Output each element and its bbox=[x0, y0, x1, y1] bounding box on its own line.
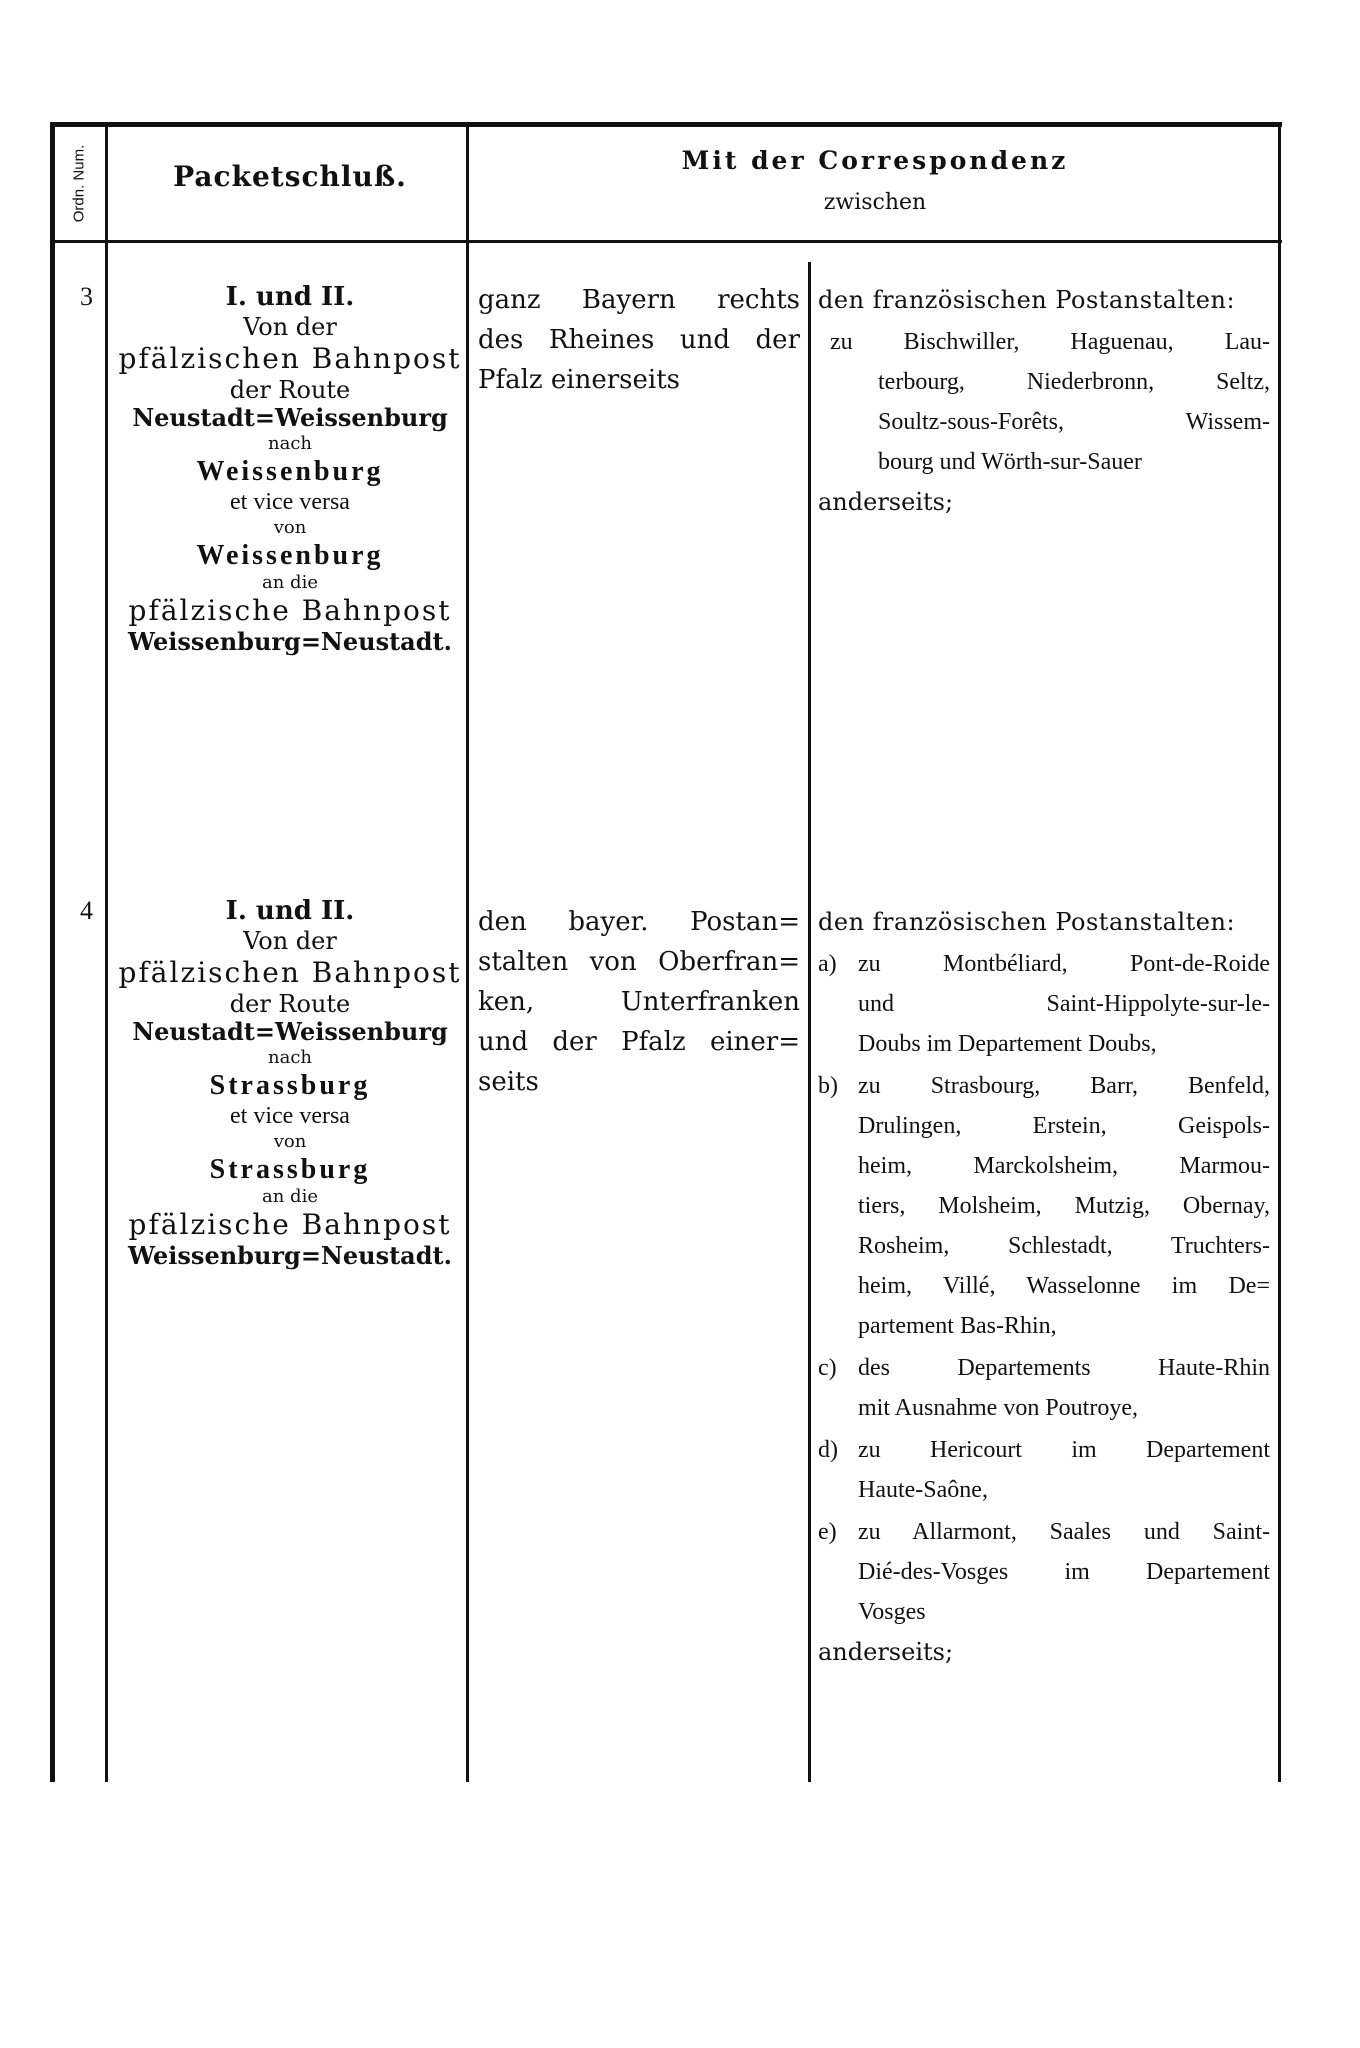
entry-marker: e) bbox=[818, 1519, 837, 1545]
pack-line: I. und II. bbox=[225, 282, 355, 312]
entry-marker: a) bbox=[818, 951, 837, 977]
pack-line: von bbox=[273, 1131, 307, 1153]
pack-line: et vice versa bbox=[230, 489, 350, 516]
pack-line: nach bbox=[268, 1047, 312, 1069]
entry-line: partement Bas-Rhin, bbox=[858, 1313, 1057, 1339]
packet-description bbox=[112, 896, 468, 1270]
table-left-border bbox=[50, 122, 55, 1782]
middle-line: ken, Unterfranken bbox=[478, 987, 800, 1017]
pack-line: an die bbox=[262, 1186, 318, 1208]
pack-line: der Route bbox=[229, 375, 351, 404]
pack-line: Neustadt=Weissenburg bbox=[132, 1017, 448, 1047]
entry-marker: d) bbox=[818, 1437, 838, 1463]
middle-line: Pfalz einerseits bbox=[478, 365, 680, 395]
entry-line: terbourg, Niederbronn, Seltz, bbox=[878, 369, 1270, 395]
col-rule-3 bbox=[808, 262, 811, 1782]
pack-line: der Route bbox=[229, 989, 351, 1018]
header-number-label: Ordn. Num. bbox=[70, 144, 88, 222]
entry-line: Soultz-sous-Forêts, Wissem- bbox=[878, 409, 1270, 435]
middle-line: den bayer. Postan= bbox=[478, 907, 800, 937]
entry-line: zu Allarmont, Saales und Saint- bbox=[858, 1519, 1270, 1545]
pack-line: pfälzische Bahnpost bbox=[128, 1207, 452, 1241]
packet-description bbox=[112, 282, 468, 656]
pack-line: Von der bbox=[243, 313, 337, 342]
entry-line: zu Strasbourg, Barr, Benfeld, bbox=[858, 1073, 1270, 1099]
destination-tail: anderseits; bbox=[818, 1638, 954, 1666]
middle-line: stalten von Oberfran= bbox=[478, 947, 800, 977]
middle-line: und der Pfalz einer= bbox=[478, 1027, 800, 1057]
entry-line: zu Bischwiller, Haguenau, Lau- bbox=[830, 329, 1270, 355]
pack-line: Neustadt=Weissenburg bbox=[132, 403, 448, 433]
pack-line: Weissenburg=Neustadt. bbox=[128, 626, 452, 656]
entry-line: zu Hericourt im Departement bbox=[858, 1437, 1270, 1463]
header-correspondence-subtitle: zwischen bbox=[823, 190, 927, 215]
col-rule-1 bbox=[105, 122, 108, 1782]
pack-line: von bbox=[273, 517, 307, 539]
entry-line: des Departements Haute-Rhin bbox=[858, 1355, 1270, 1381]
correspondence-destination bbox=[818, 280, 1270, 522]
entry-line: Rosheim, Schlestadt, Truchters- bbox=[858, 1233, 1270, 1259]
destination-entry-b bbox=[818, 1066, 1270, 1346]
entry-line: zu Montbéliard, Pont-de-Roide bbox=[858, 951, 1270, 977]
pack-line: pfälzischen Bahnpost bbox=[118, 955, 462, 989]
header-number-column bbox=[54, 128, 104, 238]
entry-line: Haute-Saône, bbox=[858, 1477, 988, 1503]
pack-line: Weissenburg bbox=[196, 539, 384, 571]
pack-line: nach bbox=[268, 433, 312, 455]
destination-tail: anderseits; bbox=[818, 488, 954, 516]
correspondence-origin bbox=[478, 280, 800, 400]
pack-line: Weissenburg bbox=[196, 455, 384, 487]
header-bottom-rule bbox=[50, 240, 1282, 243]
middle-line: seits bbox=[478, 1067, 539, 1097]
entry-line: heim, Villé, Wasselonne im De= bbox=[858, 1273, 1270, 1299]
pack-line: an die bbox=[262, 572, 318, 594]
row-number: 3 bbox=[80, 282, 93, 311]
destination-entry-c bbox=[818, 1348, 1270, 1428]
destination-entry-e bbox=[818, 1512, 1270, 1632]
correspondence-destination bbox=[818, 902, 1270, 1672]
destination-entry-d bbox=[818, 1430, 1270, 1510]
entry-line: bourg und Wörth-sur-Sauer bbox=[878, 449, 1142, 475]
entry-line: Dié-des-Vosges im Departement bbox=[858, 1559, 1270, 1585]
destination-entry-a bbox=[818, 944, 1270, 1064]
header-correspondence-title: Mit der Correspondenz bbox=[681, 146, 1069, 175]
table-right-border bbox=[1278, 122, 1281, 1782]
pack-line: Strassburg bbox=[209, 1069, 371, 1101]
pack-line: Strassburg bbox=[209, 1153, 371, 1185]
entry-line: und Saint-Hippolyte-sur-le- bbox=[858, 991, 1270, 1017]
pack-line: Weissenburg=Neustadt. bbox=[128, 1240, 452, 1270]
destination-intro: den französischen Postanstalten: bbox=[818, 286, 1236, 314]
entry-line: Doubs im Departement Doubs, bbox=[858, 1031, 1157, 1057]
entry-marker: b) bbox=[818, 1073, 838, 1099]
pack-line: et vice versa bbox=[230, 1103, 350, 1130]
header-packet-column: Packetschluß. bbox=[173, 160, 407, 193]
entry-line: mit Ausnahme von Poutroye, bbox=[858, 1395, 1138, 1421]
pack-line: pfälzische Bahnpost bbox=[128, 593, 452, 627]
entry-line: heim, Marckolsheim, Marmou- bbox=[858, 1153, 1270, 1179]
table-top-rule bbox=[50, 122, 1282, 127]
correspondence-origin bbox=[478, 902, 800, 1102]
row-number: 4 bbox=[80, 896, 93, 925]
entry-line: Drulingen, Erstein, Geispols- bbox=[858, 1113, 1270, 1139]
destination-intro: den französischen Postanstalten: bbox=[818, 908, 1236, 936]
pack-line: Von der bbox=[243, 927, 337, 956]
pack-line: pfälzischen Bahnpost bbox=[118, 341, 462, 375]
entry-line: Vosges bbox=[858, 1599, 926, 1625]
destination-entry bbox=[818, 322, 1270, 482]
entry-line: tiers, Molsheim, Mutzig, Obernay, bbox=[858, 1193, 1270, 1219]
middle-line: ganz Bayern rechts bbox=[478, 285, 800, 315]
entry-marker: c) bbox=[818, 1355, 837, 1381]
middle-line: des Rheines und der bbox=[478, 325, 800, 355]
pack-line: I. und II. bbox=[225, 896, 355, 926]
